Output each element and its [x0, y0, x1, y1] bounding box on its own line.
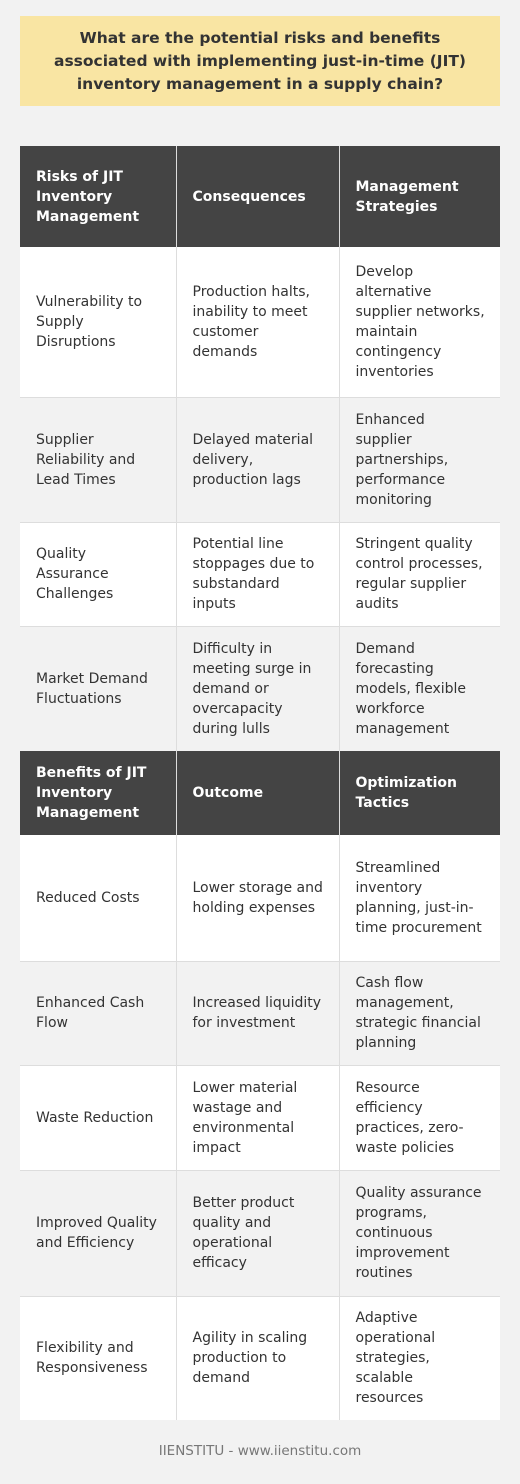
table-cell: Lower material wastage and environmental impact: [176, 1065, 339, 1170]
header-cell: Benefits of JIT Inventory Management: [20, 751, 176, 835]
header-cell: Optimization Tactics: [339, 751, 500, 835]
page-title: [20, 16, 500, 106]
table-cell: Agility in scaling production to demand: [176, 1296, 339, 1420]
table-cell: Flexibility and Responsiveness: [20, 1296, 176, 1420]
table-row: [20, 522, 500, 626]
table-row: [20, 1065, 500, 1170]
table-row: [20, 961, 500, 1065]
table-cell: Quality Assurance Challenges: [20, 522, 176, 626]
table-cell: Enhanced Cash Flow: [20, 961, 176, 1065]
benefits-header-row: [20, 751, 500, 835]
table-row: [20, 1296, 500, 1420]
header-cell: Risks of JIT Inventory Management: [20, 146, 176, 247]
footer-credit: IIENSTITU - www.iienstitu.com: [158, 1443, 362, 1459]
header-cell: Consequences: [176, 146, 339, 247]
table-row: [20, 247, 500, 397]
table-cell: Quality assurance programs, continuous improvement routines: [339, 1170, 500, 1296]
table-cell: Vulnerability to Supply Disruptions: [36, 293, 143, 350]
table-cell: Difficulty in meeting surge in demand or overcapacity during lulls: [176, 626, 339, 751]
table-cell: Reduced Costs: [36, 889, 140, 906]
table-cell: Resource efficiency practices, zero-waste policies: [339, 1065, 500, 1170]
table-row: [20, 835, 500, 961]
table-cell: Delayed material delivery, production lags: [176, 397, 339, 522]
jit-table: [20, 146, 500, 1420]
table-cell: Cash flow management, strategic financial planning: [339, 961, 500, 1065]
risks-header-row: [20, 146, 500, 247]
header-cell: Management Strategies: [339, 146, 500, 247]
table-cell: Streamlined inventory planning, just-in-time procurement: [339, 835, 500, 961]
table-row: [20, 1170, 500, 1296]
table-row: [20, 626, 500, 751]
table-cell: Waste Reduction: [20, 1065, 176, 1170]
table-cell: Stringent quality control processes, regular supplier audits: [339, 522, 500, 626]
table-cell: Increased liquidity for investment: [176, 961, 339, 1065]
table-cell: Lower storage and holding expenses: [176, 835, 339, 961]
table-cell: Improved Quality and Efficiency: [20, 1170, 176, 1296]
table-cell: Adaptive operational strategies, scalable resources: [339, 1296, 500, 1420]
header-cell: Outcome: [176, 751, 339, 835]
table-cell: Better product quality and operational efficacy: [176, 1170, 339, 1296]
table-cell: Potential line stoppages due to substandard inputs: [176, 522, 339, 626]
table-row: [20, 397, 500, 522]
table-cell: Develop alternative supplier networks, maintain contingency inventories: [339, 247, 500, 397]
table-cell: Enhanced supplier partnerships, performance monitoring: [339, 397, 500, 522]
page-title-text: What are the potential risks and benefits associated with implementing just-in-time (JIT) inventory management in a supply chain?: [54, 28, 466, 93]
table-cell: Production halts, inability to meet customer demands: [176, 247, 339, 397]
table-cell: Demand forecasting models, flexible workforce management: [339, 626, 500, 751]
table-cell: Supplier Reliability and Lead Times: [20, 397, 176, 522]
table-cell: Market Demand Fluctuations: [20, 626, 176, 751]
